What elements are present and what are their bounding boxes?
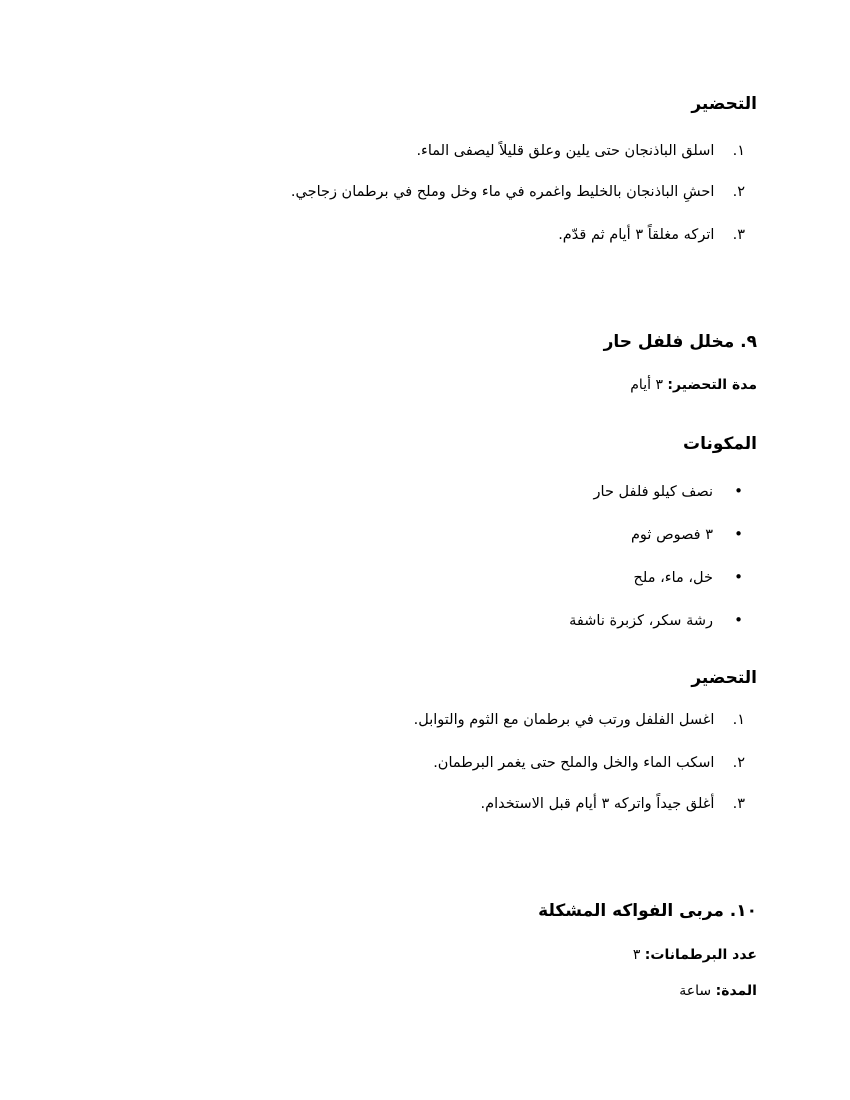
bullet-icon: •: [734, 525, 743, 543]
step-text: اسكب الماء والخل والملح حتى يغمر البرطمان.: [433, 755, 715, 771]
ingredient-item: [631, 525, 743, 543]
prep-time: [630, 377, 757, 393]
step-number: ١.: [732, 143, 745, 159]
ingredient-text: خل، ماء، ملح: [633, 570, 713, 586]
bullet-icon: •: [734, 568, 743, 586]
step-text: أغلق جيداً واتركه ٣ أيام قبل الاستخدام.: [480, 796, 715, 812]
prep-step: [433, 755, 745, 771]
duration-label: المدة:: [715, 983, 757, 999]
prep-heading: التحضير: [691, 94, 757, 114]
duration: [679, 983, 757, 999]
step-number: ٢.: [732, 184, 745, 200]
recipe-title: ٩. مخلل فلفل حار: [603, 332, 757, 352]
ingredient-item: [569, 611, 743, 629]
ingredients-heading: المكونات: [682, 434, 757, 454]
step-text: احشِ الباذنجان بالخليط واغمره في ماء وخل وملح في برطمان زجاجي.: [290, 184, 715, 200]
recipe-title: ١٠. مربى الفواكه المشكلة: [538, 901, 757, 921]
prep-time-value: ٣ أيام: [630, 377, 663, 393]
step-number: ١.: [732, 712, 745, 728]
jars-value: ٣: [632, 947, 641, 963]
bullet-icon: •: [734, 611, 743, 629]
prep-step: [291, 184, 745, 200]
ingredient-item: [594, 482, 743, 500]
step-number: ٣.: [732, 227, 745, 243]
prep-step: [414, 712, 745, 728]
duration-value: ساعة: [679, 983, 712, 999]
prep-time-label: مدة التحضير:: [667, 377, 757, 393]
jars-count: [633, 947, 757, 963]
prep-step: [416, 143, 745, 159]
step-text: اغسل الفلفل ورتب في برطمان مع الثوم والتوابل.: [413, 712, 715, 728]
jars-label: عدد البرطمانات:: [644, 947, 757, 963]
step-text: اتركه مغلقاً ٣ أيام ثم قدّم.: [558, 227, 715, 243]
step-text: اسلق الباذنجان حتى يلين وعلق قليلاً ليصفى الماء.: [416, 143, 715, 159]
prep-step: [558, 227, 745, 243]
step-number: ٣.: [732, 796, 745, 812]
ingredient-text: رشة سكر، كزبرة ناشفة: [569, 613, 713, 629]
prep-step: [481, 796, 745, 812]
ingredient-text: ٣ فصوص ثوم: [630, 527, 713, 543]
bullet-icon: •: [734, 482, 743, 500]
ingredient-item: [634, 568, 743, 586]
ingredient-text: نصف كيلو فلفل حار: [593, 484, 713, 500]
prep-heading: التحضير: [691, 668, 757, 688]
step-number: ٢.: [732, 755, 745, 771]
